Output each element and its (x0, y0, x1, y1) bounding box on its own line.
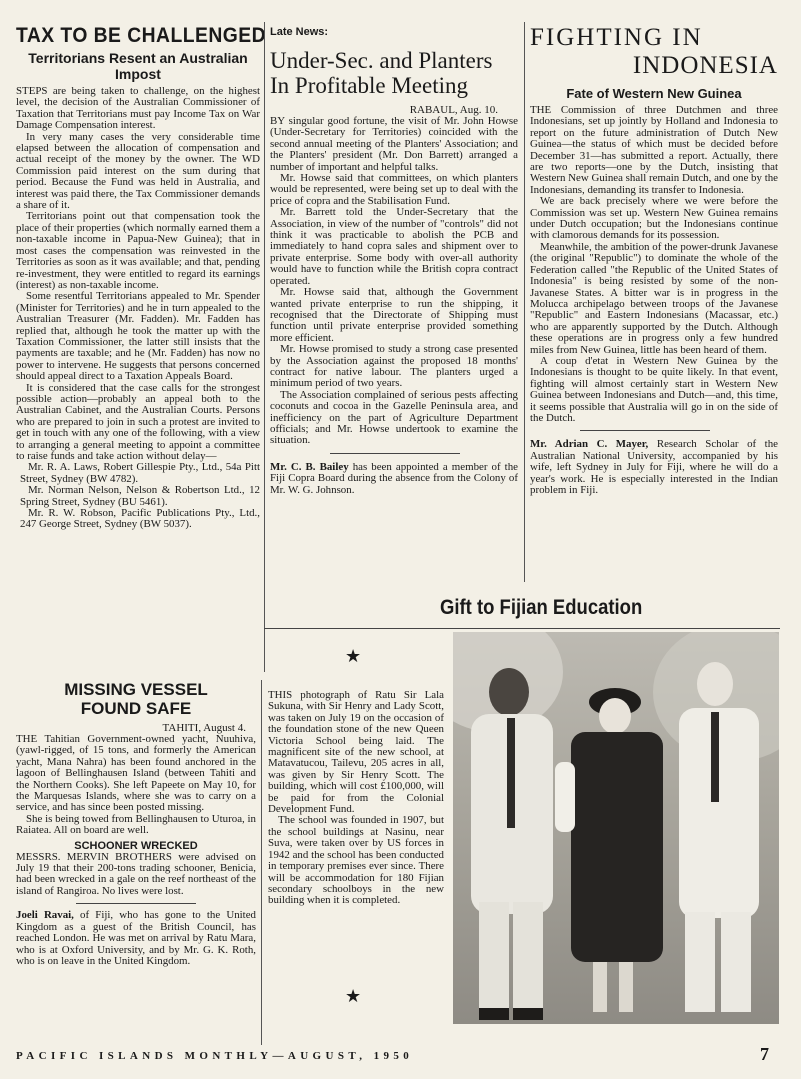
planters-body (270, 116, 518, 447)
column-divider (264, 22, 265, 672)
indonesia-para: Meanwhile, the ambition of the power-drunk Javanese (the original "Republic") to dominate the whole of the Federation called "the Republic of the United States of Indonesia" is being resisted by some of the non-Javanese States. A bitter war is in progress in the Molucca archipelago between troops of the Javanese "Republic" and Eastern Indonesians (Macassar, etc.) who are apparently supported by the Dutch. Although these operations are in progress only a few hundred miles from New Guinea, little has been heard of them. (530, 240, 778, 356)
tax-para: In very many cases the very considerable time elapsed between the allocation of compensation and actual receipt of the money by the owner. The WD Commission paid interest on the sum during that period. Because the Fund was held in Australia, and interest was paid there, the Tax Commissioner demands a share of it. (16, 130, 260, 212)
bailey-name: Mr. C. B. Bailey (270, 460, 349, 473)
tax-para: Territorians point out that compensation took the place of their properties (which normally earned them a non-taxable income in Papua-New Guinea); that in most cases the compensation was reinvested in the Territories as soon as it was available; and that, pending re-investment, they were entitled to regard its earnings (interest) as non-taxable income. (16, 210, 260, 291)
footer-masthead: PACIFIC ISLANDS MONTHLY—AUGUST, 1950 (16, 1050, 414, 1062)
tax-para: STEPS are being taken to challenge, on the highest level, the decision of the Australian Commissioner of Taxation that Territorians must pay Income Tax on War Damage Compensation interest. (16, 85, 260, 132)
planters-para: Mr. Howse said that, although the Government wanted private enterprise to run the shipping, it recognised that the Directorate of Shipping must function until private enterprise provided something more efficient. (270, 286, 518, 344)
ravai-brief (16, 910, 256, 967)
mayer-brief (530, 439, 778, 496)
late-news-tag: Late News: (270, 26, 329, 38)
vessel-body (16, 734, 256, 837)
tax-para: It is considered that the case calls for the strongest possible action—probably an appeal both to the Australian Cabinet, and the Australian Courts. Persons who are prepared to join in such a protest are invited to get in touch with any one of the following, with a view to arranging a general meeting to appoint a committee to raise funds and take action without delay— (16, 381, 260, 462)
gift-article (268, 690, 444, 907)
divider (580, 430, 710, 431)
wreck-body (16, 852, 256, 898)
wreck-para: MESSRS. MERVIN BROTHERS were advised on July 19 that their 200-tons trading schooner, Benicia, had been wrecked in a gale on the reef northeast of the island of Rangiroa. No lives were lost. (16, 850, 256, 897)
tax-subhead: Territorians Resent an Australian Impost (28, 50, 248, 82)
divider (330, 453, 460, 454)
indonesia-para: THE Commission of three Dutchmen and three Indonesians, set up jointly by Holland and Indonesia to report on the future administration of Dutch New Guinea—the status of which must be decided before December 31—has submitted a report. Actually, there are two reports—one by the Dutch, insisting that Western New Guinea shall remain Dutch, and one by the Indonesians, demanding its transfer to Indonesia. (530, 104, 778, 196)
vessel-article (16, 680, 256, 967)
column-divider (524, 22, 525, 582)
right-man-figure (679, 662, 759, 1012)
ravai-text: of Fiji, who has gone to the United Kingdom as a guest of the British Council, has reached London. He was met on arrival by Ratu Mara, who is at Oxford University, and by Mr. G. K. Roth, who is on leave in the United Kingdom. (16, 909, 256, 967)
planters-para: The Association complained of serious pests affecting coconuts and cocoa in the Gazelle Peninsula area, and inefficiency on the part of Agriculture Department officials; and Mr. Howse undertook to examine the situation. (270, 388, 518, 447)
contact-item: Mr. R. W. Robson, Pacific Publications Pty., Ltd., 247 George Street, Sydney (BW 5037). (20, 507, 260, 531)
tax-body (16, 86, 260, 531)
column-divider (261, 680, 262, 1045)
bailey-brief (270, 462, 518, 496)
photo-figures (453, 632, 779, 1024)
contact-item: Mr. R. A. Laws, Robert Gillespie Pty., Ltd., 54a Pitt Street, Sydney (BW 4782). (20, 461, 260, 485)
contact-item: Mr. Norman Nelson, Nelson & Robertson Ltd., 12 Spring Street, Sydney (BU 5461). (20, 484, 260, 508)
indonesia-headline-1: FIGHTING IN (530, 24, 703, 51)
indonesia-para: A coup d'etat in Western New Guinea by the Indonesians is thought to be quite likely. In that event, fighting will almost certainly start in Western New Guinea between Indonesians and Dutch—and, this time, it seems possible that Australia will go in on the side of the Dutch. (530, 354, 778, 424)
star-top: ★ (345, 646, 362, 666)
vessel-para: She is being towed from Bellinghausen to Uturoa, in Raiatea. All on board are well. (16, 812, 256, 837)
planters-para: Mr. Barrett told the Under-Secretary that the Association, in view of the number of "controls" did not think it was practicable to abolish the PCB and immediately to hand copra sales and shipment over to private enterprise. Some body with over-all authority would have to function while the British copra contract operated. (270, 206, 518, 287)
bailey-text: has been appointed a member of the Fiji Copra Board during the absence from the Colony of Mr. W. G. Johnson. (270, 460, 518, 496)
mayer-text: Research Scholar of the Australian National University, accompanied by his wife, left Sydney in July for Fiji, where he will do a year's work. He is especially interested in the Indian problem in Fiji. (530, 438, 778, 496)
woman-figure (555, 688, 663, 1012)
planters-dateline: RABAUL, Aug. 10. (409, 104, 498, 116)
tax-headline: TAX TO BE CHALLENGED (16, 24, 266, 47)
divider (76, 903, 196, 904)
planters-para: BY singular good fortune, the visit of Mr. John Howse (Under-Secretary for Territories) coincided with the second annual meeting of the Planters' Association; and the Planters' president (Mr. Don Barrett) arranged a number of important and helpful talks. (270, 115, 518, 173)
indonesia-headline-2: INDONESIA (632, 52, 778, 79)
indonesia-body (530, 105, 778, 424)
star-bottom: ★ (345, 986, 362, 1006)
gift-body (268, 690, 444, 907)
vessel-dateline: TAHITI, August 4. (162, 722, 246, 734)
indonesia-para: We are back precisely where we were before the Commission was set up. Western New Guinea remains under Dutch occupation; but the Indonesians continue with clamorous demands for its possession. (530, 195, 778, 242)
planters-article (270, 26, 518, 496)
photograph (453, 632, 779, 1024)
wreck-headline: SCHOONER WRECKED (74, 839, 198, 852)
ravai-name: Joeli Ravai, (16, 909, 74, 922)
planters-headline-2: In Profitable Meeting (270, 73, 469, 98)
planters-headline-1: Under-Sec. and Planters (270, 48, 493, 73)
planters-para: Mr. Howse promised to study a strong case presented by the Association against the proposed 18 months' contract for native labour. The planters urged a minimum period of two years. (270, 343, 518, 390)
tax-article (16, 24, 266, 531)
gift-headline: Gift to Fijian Education (440, 596, 643, 619)
left-man-figure (471, 668, 553, 1020)
gift-para: THIS photograph of Ratu Sir Lala Sukuna, with Sir Henry and Lady Scott, was taken on July 19 on the occasion of the foundation stone of the new Queen Victoria School being laid. The magnificent site of the new school, at Matavatucou, Tailevu, 205 acres in all, was given by Sir Henry Scott. The building, which will cost £100,000, will be paid for from the Colonial Development Fund. (268, 689, 444, 816)
tax-para: Some resentful Territorians appealed to Mr. Spender (Minister for Territories) and he in turn appealed to the Australian Treasurer (Mr. Fadden). Mr. Fadden has replied that, although he took the matter up with the Taxation Commissioner, the latter still insists that the payments are taxable; and he (Mr. Fadden) has now no power to intervene. He suggests that persons concerned should appeal direct to a Taxation Appeals Board. (16, 290, 260, 383)
indonesia-subhead: Fate of Western New Guinea (566, 86, 742, 101)
vessel-para: THE Tahitian Government-owned yacht, Nuuhiva, (yawl-rigged, of 15 tons, and formerly the American yacht, Mana Nahra) has been found anchored in the lagoon of Bellinghausen Island (between Tahiti and the Northern Cooks). She left Papeete on May 10, for the Marquesas Islands, where she was to carry on a service, and has since been posted missing. (16, 733, 256, 814)
gift-para: The school was founded in 1907, but the school buildings at Nasinu, near Suva, were taken over by US forces in 1942 and the school has been conducted in temporary premises ever since. There will be accommodation for 180 Fijian secondary schoolboys in the new building when it is completed. (268, 814, 444, 907)
planters-para: Mr. Howse said that committees, on which planters would be represented, were being set up to deal with the price of copra and the Stabilisation Fund. (270, 172, 518, 207)
indonesia-article (530, 24, 778, 496)
page-number: 7 (760, 1044, 769, 1064)
mayer-name: Mr. Adrian C. Mayer, (530, 438, 649, 451)
vessel-headline: MISSING VESSEL FOUND SAFE (64, 680, 208, 718)
section-rule (264, 628, 780, 629)
